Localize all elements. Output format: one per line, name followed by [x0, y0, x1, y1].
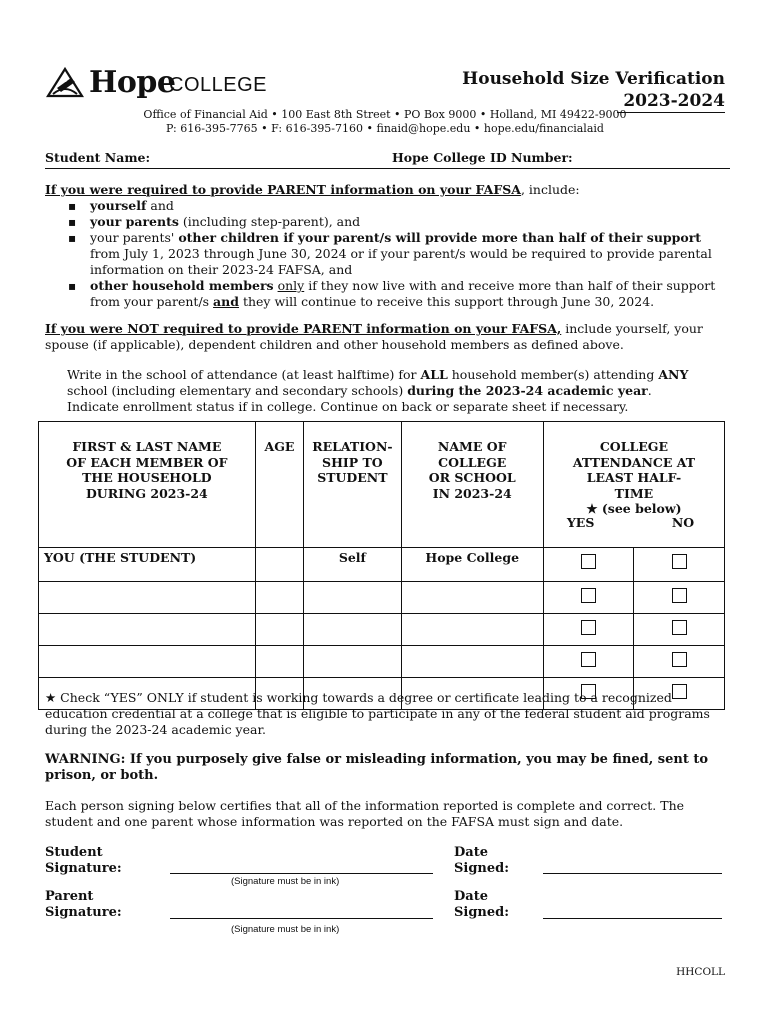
student-name-label: Student Name: [45, 150, 151, 165]
logo-college-text: COLLEGE [169, 74, 267, 96]
bullet4-text: they will continue to receive this support through June 30, 2024. [238, 294, 655, 309]
bullet1-text: and [146, 198, 174, 213]
col-header-relationship-text: RELATION-SHIP TO STUDENT [312, 439, 393, 485]
col-header-school [401, 422, 543, 548]
form-title-block [462, 68, 725, 113]
parent-signature-line[interactable] [170, 905, 433, 919]
parent-info-section [45, 182, 735, 310]
no-cell [634, 548, 725, 582]
no-checkbox[interactable] [672, 588, 687, 603]
student-signature-line[interactable] [170, 860, 433, 874]
no-cell [634, 614, 725, 646]
instr-part3: school (including elementary and secondary schools) [67, 383, 408, 398]
member-name-cell[interactable] [39, 646, 256, 678]
bullet3-text: from July 1, 2023 through June 30, 2024 or if your parent/s would be required to provide parental information on their 2023-24 FAFSA, and [90, 246, 712, 277]
relationship-cell[interactable] [304, 582, 401, 614]
section1-lead-tail: , include: [520, 182, 580, 197]
no-checkbox[interactable] [672, 620, 687, 635]
bullet4-bold: other household members [90, 278, 274, 293]
anchor-logo-icon [45, 66, 85, 100]
hope-college-logo [45, 66, 285, 106]
date2-label-line1: Date [454, 889, 488, 904]
student-date-line[interactable] [543, 860, 722, 874]
age-cell[interactable] [255, 582, 303, 614]
list-item [90, 198, 735, 214]
list-item [90, 214, 735, 230]
parent-ink-note: (Signature must be in ink) [231, 924, 340, 935]
no-checkbox[interactable] [672, 652, 687, 667]
no-header: NO [671, 515, 695, 530]
id-number-label: Hope College ID Number: [392, 150, 573, 165]
list-item [90, 278, 735, 310]
yes-checkbox[interactable] [581, 620, 596, 635]
instr-part4: . Indicate enrollment status if in college. Continue on back or separate sheet if necessary. [67, 383, 652, 414]
school-cell[interactable] [401, 582, 543, 614]
list-item [90, 230, 735, 278]
instr-part1: Write in the school of attendance (at least halftime) for [67, 367, 421, 382]
date1-label-line2: Signed: [454, 861, 510, 876]
col-header-school-text: NAME OF COLLEGE OR SCHOOL IN 2023-24 [428, 439, 516, 501]
no-cell [634, 582, 725, 614]
no-checkbox[interactable] [672, 554, 687, 569]
table-row [39, 646, 725, 678]
school-cell[interactable] [401, 646, 543, 678]
no-cell [634, 646, 725, 678]
office-address-line1: Office of Financial Aid • 100 East 8th Street • PO Box 9000 • Holland, MI 49422-9000 [143, 108, 627, 121]
col-header-relationship [304, 422, 401, 548]
yes-cell [543, 582, 634, 614]
form-title: Household Size Verification [462, 69, 725, 89]
parent-label-line1: Parent [45, 889, 94, 904]
bullet3-pre: your parents' [90, 230, 179, 245]
date2-label-line2: Signed: [454, 905, 510, 920]
bullet3-bold: other children if your parent/s will provide more than half of their support [178, 230, 702, 245]
office-contact-line2: P: 616-395-7765 • F: 616-395-7160 • finaid@hope.edu • hope.edu/financialaid [166, 122, 604, 136]
bullet4-mid: if they now live with and receive more than half of their support from your parent/s [90, 278, 716, 309]
instr-any: ANY [658, 367, 689, 382]
student-label-line2: Signature: [45, 861, 122, 876]
yes-checkbox[interactable] [581, 652, 596, 667]
member-name-cell[interactable] [39, 582, 256, 614]
certification-text: Each person signing below certifies that all of the information reported is complete and correct. The student and one parent whose information was reported on the FAFSA must sign and date. [45, 798, 685, 829]
table-header-row [39, 422, 725, 548]
relationship-cell: Self [304, 548, 401, 582]
student-ink-note: (Signature must be in ink) [231, 876, 340, 887]
parent-date-label [454, 889, 509, 921]
col-header-name [39, 422, 256, 548]
instructions [67, 367, 707, 415]
col-header-attendance [543, 422, 724, 548]
yes-header: YES [566, 515, 595, 530]
logo-wordmark: Hope [89, 65, 176, 100]
form-year: 2023-2024 [617, 90, 725, 113]
bullet2-text: (including step-parent), and [178, 214, 361, 229]
see-below-note: ★ (see below) [586, 501, 682, 516]
footnote: ★ Check “YES” ONLY if student is working towards a degree or certificate leading to a recognized education credential at a college that is eligible to participate in any of the federal student aid programs during the 2023-24 academic year. [45, 690, 710, 737]
student-info-row[interactable] [45, 150, 730, 169]
household-table [38, 421, 725, 710]
yes-checkbox[interactable] [581, 588, 596, 603]
col-header-name-text: FIRST & LAST NAME OF EACH MEMBER OF THE HOUSEHOLD DURING 2023-24 [66, 439, 228, 501]
age-cell[interactable] [255, 646, 303, 678]
student-label-line1: Student [45, 845, 103, 860]
date1-label-line1: Date [454, 845, 488, 860]
col-header-age: AGE [255, 422, 303, 548]
yes-cell [543, 614, 634, 646]
no-parent-info-section [45, 321, 735, 353]
parent-date-line[interactable] [543, 905, 722, 919]
instr-all: ALL [420, 367, 448, 382]
bullet4-only: only [277, 278, 305, 293]
yes-checkbox[interactable] [581, 554, 596, 569]
bullet2-bold: your parents [90, 214, 179, 229]
member-name-cell: YOU (THE STUDENT) [39, 548, 256, 582]
parent-label-line2: Signature: [45, 905, 122, 920]
office-address [0, 108, 770, 137]
table-row [39, 614, 725, 646]
instr-year: during the 2023-24 academic year [407, 383, 648, 398]
table-row [39, 582, 725, 614]
form-code: HHCOLL [676, 966, 725, 978]
section2-lead: If you were NOT required to provide PARENT information on your FAFSA, [45, 321, 562, 336]
section1-lead: If you were required to provide PARENT information on your FAFSA [45, 182, 521, 197]
yes-cell [543, 548, 634, 582]
relationship-cell[interactable] [304, 646, 401, 678]
col-header-attendance-text: COLLEGE ATTENDANCE AT LEAST HALF-TIME [572, 439, 696, 501]
student-signature-label [45, 845, 122, 877]
table-row [39, 548, 725, 582]
section2-text: include yourself, your spouse (if applicable), dependent children and other household members as defined above. [45, 321, 703, 352]
school-cell[interactable] [401, 614, 543, 646]
instr-part2: household member(s) attending [447, 367, 659, 382]
bullet1-bold: yourself [90, 198, 147, 213]
age-cell[interactable] [255, 614, 303, 646]
age-cell[interactable] [255, 548, 303, 582]
parent-signature-label [45, 889, 122, 921]
yes-cell [543, 646, 634, 678]
bullet4-and: and [213, 294, 239, 309]
member-name-cell[interactable] [39, 614, 256, 646]
relationship-cell[interactable] [304, 614, 401, 646]
warning-text: WARNING: If you purposely give false or misleading information, you may be fined, sent to prison, or both. [45, 752, 709, 783]
student-date-label [454, 845, 509, 877]
school-cell: Hope College [401, 548, 543, 582]
